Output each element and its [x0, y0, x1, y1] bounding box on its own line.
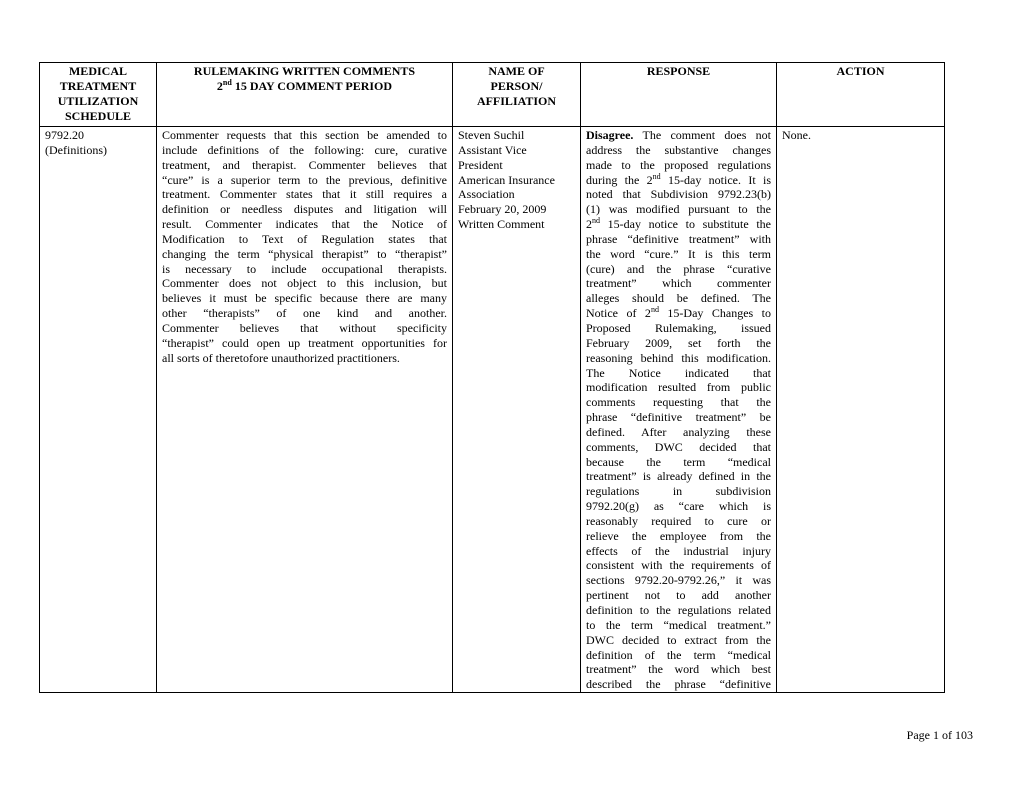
cell-name: Steven Suchil Assistant Vice President American Insurance Association February 20, 2009 Written Comment: [453, 127, 581, 693]
comments-table: [39, 62, 945, 693]
table-row: [40, 127, 945, 693]
cell-response: Disagree. The comment does not address the substantive changes made to the proposed regulations during the 2nd 15-day notice. It is noted that Subdivision 9792.23(b) (1) was modified pursuant to the 2nd 15-day notice to substitute the phrase “definitive treatment” with the word “cure.” It is this term (cure) and the phrase “curative treatment” which commenter alleges should be defined. The Notice of 2nd 15-Day Changes to Proposed Rulemaking, issued February 2009, set forth the reasoning behind this modification. The Notice indicated that modification resulted from public comments requesting that the phrase “definitive treatment” be defined. After analyzing these comments, DWC decided that because the term “medical treatment” is already defined in the regulations in subdivision 9792.20(g) as “care which is reasonably required to cure or relieve the employee from the effects of the industrial injury consistent with the requirements of sections 9792.20-9792.26,” it was pertinent not to add another definition to the regulations related to the term “medical treatment.” DWC decided to extract from the definition of the term “medical treatment” the word which best described the phrase “definitive: [581, 127, 777, 693]
header-row: [40, 63, 945, 127]
header-schedule: MEDICAL TREATMENT UTILIZATION SCHEDULE: [40, 63, 157, 127]
header-comments: RULEMAKING WRITTEN COMMENTS 2nd 15 DAY COMMENT PERIOD: [157, 63, 453, 127]
cell-section: 9792.20 (Definitions): [40, 127, 157, 693]
header-name: NAME OF PERSON/ AFFILIATION: [453, 63, 581, 127]
cell-comment: Commenter requests that this section be amended to include definitions of the following: cure, curative treatment, and therapist. Commenter believes that “cure” is a superior term to the previous, definitive treatment. Commenter states that it still requires a definition or needless disputes and litigation will result. Commenter indicates that the Notice of Modification to Text of Regulation states that changing the term “physical therapist” to “therapist” is necessary to include occupational therapists. Commenter does not object to this inclusion, but believes it must be specific because there are many other “therapists” of one kind and another. Commenter believes that without specificity “therapist” could open up treatment opportunities for all sorts of theretofore unauthorized practitioners.: [157, 127, 453, 693]
header-response: RESPONSE: [581, 63, 777, 127]
cell-action: None.: [777, 127, 945, 693]
header-action: ACTION: [777, 63, 945, 127]
page-number: Page 1 of 103: [906, 728, 973, 742]
